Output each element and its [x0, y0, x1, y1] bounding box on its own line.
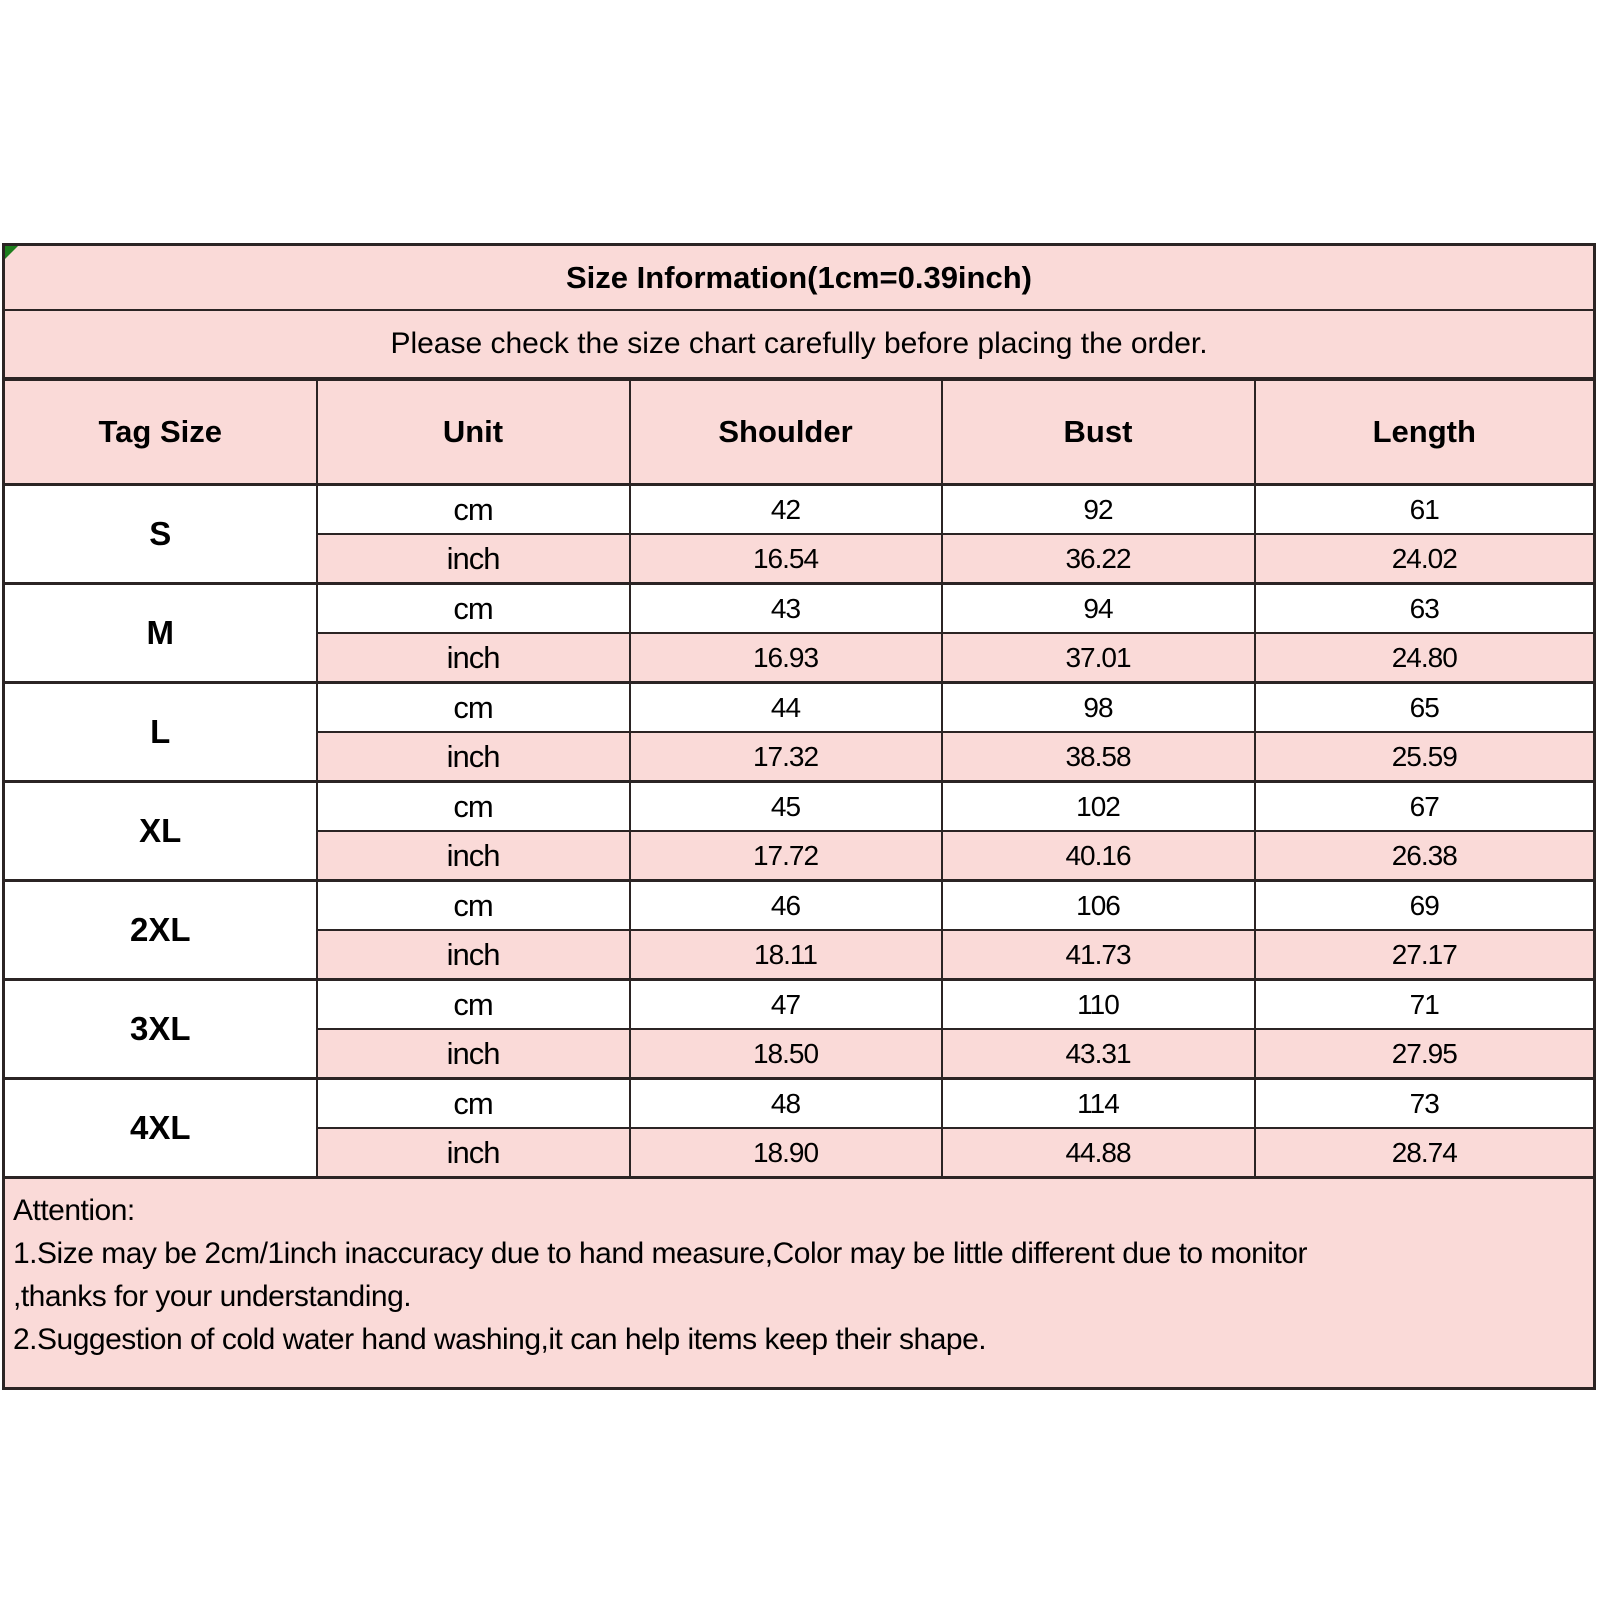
column-header-unit: Unit	[317, 379, 630, 485]
bust-value: 94	[942, 584, 1255, 634]
size-row-2xl-cm	[4, 881, 1595, 931]
bust-value: 92	[942, 485, 1255, 535]
bust-value: 36.22	[942, 534, 1255, 584]
bust-value: 38.58	[942, 732, 1255, 782]
size-row-l-cm	[4, 683, 1595, 733]
length-value: 67	[1255, 782, 1595, 832]
unit-label: inch	[317, 930, 630, 980]
length-value: 63	[1255, 584, 1595, 634]
length-value: 26.38	[1255, 831, 1595, 881]
shoulder-value: 16.93	[630, 633, 942, 683]
length-value: 28.74	[1255, 1128, 1595, 1178]
attention-line-3: 2.Suggestion of cold water hand washing,it can help items keep their shape.	[13, 1323, 987, 1356]
length-value: 27.95	[1255, 1029, 1595, 1079]
size-label: XL	[4, 782, 317, 881]
unit-label: cm	[317, 683, 630, 733]
length-value: 71	[1255, 980, 1595, 1030]
unit-label: inch	[317, 633, 630, 683]
shoulder-value: 42	[630, 485, 942, 535]
size-row-4xl-cm	[4, 1079, 1595, 1129]
column-header-tag-size: Tag Size	[4, 379, 317, 485]
size-row-s-cm	[4, 485, 1595, 535]
size-label: M	[4, 584, 317, 683]
length-value: 61	[1255, 485, 1595, 535]
bust-value: 40.16	[942, 831, 1255, 881]
shoulder-value: 18.90	[630, 1128, 942, 1178]
size-label: 2XL	[4, 881, 317, 980]
unit-label: inch	[317, 831, 630, 881]
size-row-m-cm	[4, 584, 1595, 634]
shoulder-value: 44	[630, 683, 942, 733]
column-header-bust: Bust	[942, 379, 1255, 485]
length-value: 73	[1255, 1079, 1595, 1129]
shoulder-value: 17.32	[630, 732, 942, 782]
bust-value: 106	[942, 881, 1255, 931]
size-chart-table	[2, 243, 1596, 1390]
size-label: S	[4, 485, 317, 584]
unit-label: cm	[317, 980, 630, 1030]
size-label: 4XL	[4, 1079, 317, 1178]
shoulder-value: 43	[630, 584, 942, 634]
unit-label: cm	[317, 1079, 630, 1129]
unit-label: cm	[317, 782, 630, 832]
unit-label: inch	[317, 1128, 630, 1178]
bust-value: 37.01	[942, 633, 1255, 683]
length-value: 65	[1255, 683, 1595, 733]
unit-label: cm	[317, 485, 630, 535]
attention-row	[4, 1178, 1595, 1389]
bust-value: 98	[942, 683, 1255, 733]
title-row	[4, 245, 1595, 311]
attention-heading: Attention:	[13, 1194, 135, 1227]
unit-label: inch	[317, 534, 630, 584]
bust-value: 114	[942, 1079, 1255, 1129]
length-value: 25.59	[1255, 732, 1595, 782]
attention-line-1: 1.Size may be 2cm/1inch inaccuracy due to hand measure,Color may be little different due to monitor	[13, 1237, 1307, 1270]
length-value: 24.02	[1255, 534, 1595, 584]
length-value: 27.17	[1255, 930, 1595, 980]
shoulder-value: 47	[630, 980, 942, 1030]
attention-note	[5, 1179, 1593, 1361]
column-header-length: Length	[1255, 379, 1595, 485]
shoulder-value: 18.11	[630, 930, 942, 980]
length-value: 69	[1255, 881, 1595, 931]
unit-label: cm	[317, 584, 630, 634]
subtitle-row	[4, 310, 1595, 379]
column-header-row	[4, 379, 1595, 485]
shoulder-value: 48	[630, 1079, 942, 1129]
shoulder-value: 16.54	[630, 534, 942, 584]
shoulder-value: 45	[630, 782, 942, 832]
bust-value: 44.88	[942, 1128, 1255, 1178]
unit-label: cm	[317, 881, 630, 931]
shoulder-value: 18.50	[630, 1029, 942, 1079]
size-label: 3XL	[4, 980, 317, 1079]
attention-line-2: ,thanks for your understanding.	[13, 1280, 412, 1313]
bust-value: 41.73	[942, 930, 1255, 980]
table-subtitle: Please check the size chart carefully before placing the order.	[4, 310, 1595, 379]
column-header-shoulder: Shoulder	[630, 379, 942, 485]
size-row-3xl-cm	[4, 980, 1595, 1030]
bust-value: 102	[942, 782, 1255, 832]
unit-label: inch	[317, 1029, 630, 1079]
size-label: L	[4, 683, 317, 782]
table-title: Size Information(1cm=0.39inch)	[4, 245, 1595, 311]
size-row-xl-cm	[4, 782, 1595, 832]
unit-label: inch	[317, 732, 630, 782]
bust-value: 110	[942, 980, 1255, 1030]
bust-value: 43.31	[942, 1029, 1255, 1079]
size-chart-sheet	[2, 243, 1596, 1390]
corner-marker-icon	[5, 246, 18, 259]
length-value: 24.80	[1255, 633, 1595, 683]
shoulder-value: 17.72	[630, 831, 942, 881]
shoulder-value: 46	[630, 881, 942, 931]
